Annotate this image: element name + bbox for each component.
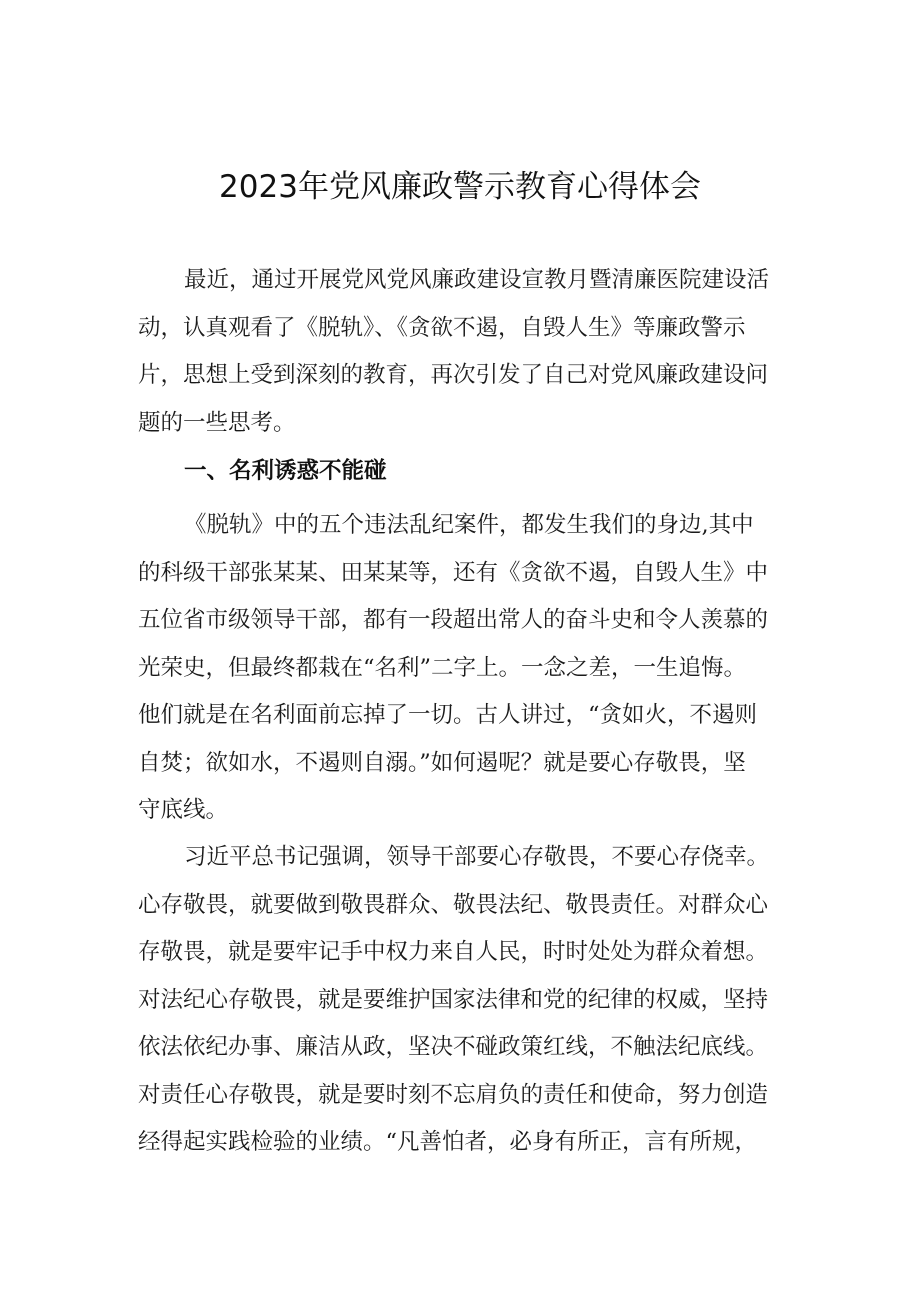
section-heading-1: 一、名利诱惑不能碰	[184, 458, 387, 484]
paragraph-line: 依法依纪办事、廉洁从政，坚决不碰政策红线，不触法纪底线。	[138, 1034, 769, 1060]
paragraph-line: 题的一些思考。	[138, 409, 296, 436]
paragraph-line: 存敬畏，就是要牢记手中权力来自人民，时时处处为群众着想。	[138, 939, 769, 965]
paragraph-line: 自焚；欲如水，不遏则自溺。”如何遏呢？就是要心存敬畏，坚	[138, 749, 746, 776]
paragraph-line: 《脱轨》中的五个违法乱纪案件，都发生我们的身边,其中	[184, 512, 754, 538]
paragraph-awe	[138, 834, 788, 1167]
paragraph-line: 习近平总书记强调，领导干部要心存敬畏，不要心存侥幸。	[184, 844, 770, 870]
paragraph-intro	[138, 257, 788, 447]
paragraph-line: 片，思想上受到深刻的教育，再次引发了自己对党风廉政建设问	[138, 362, 769, 388]
paragraph-section-1	[138, 502, 788, 835]
paragraph-line: 对责任心存敬畏，就是要时刻不忘肩负的责任和使命，努力创造	[138, 1081, 769, 1108]
paragraph-line: 五位省市级领导干部，都有一段超出常人的奋斗史和令人羡慕的	[138, 607, 769, 633]
paragraph-line: 光荣史，但最终都栽在“名利”二字上。一念之差，一生追悔。	[138, 654, 747, 681]
paragraph-line: 的科级干部张某某、田某某等，还有《贪欲不遏，自毁人生》中	[138, 559, 769, 586]
paragraph-line: 对法纪心存敬畏，就是要维护国家法律和党的纪律的权威，坚持	[138, 986, 769, 1013]
paragraph-line: 动，认真观看了《脱轨》、《贪欲不遏，自毁人生》等廉政警示	[138, 314, 746, 341]
paragraph-line: 最近，通过开展党风党风廉政建设宣教月暨清廉医院建设活	[184, 267, 770, 293]
paragraph-line: 心存敬畏，就要做到敬畏群众、敬畏法纪、敬畏责任。对群众心	[138, 891, 769, 918]
document-title: 2023年党风廉政警示教育心得体会	[219, 169, 701, 205]
paragraph-line: 守底线。	[138, 797, 229, 823]
paragraph-line: 经得起实践检验的业绩。“凡善怕者，必身有所正，言有所规，	[138, 1129, 758, 1155]
paragraph-line: 他们就是在名利面前忘掉了一切。古人讲过，“贪如火，不遏则	[138, 702, 758, 728]
